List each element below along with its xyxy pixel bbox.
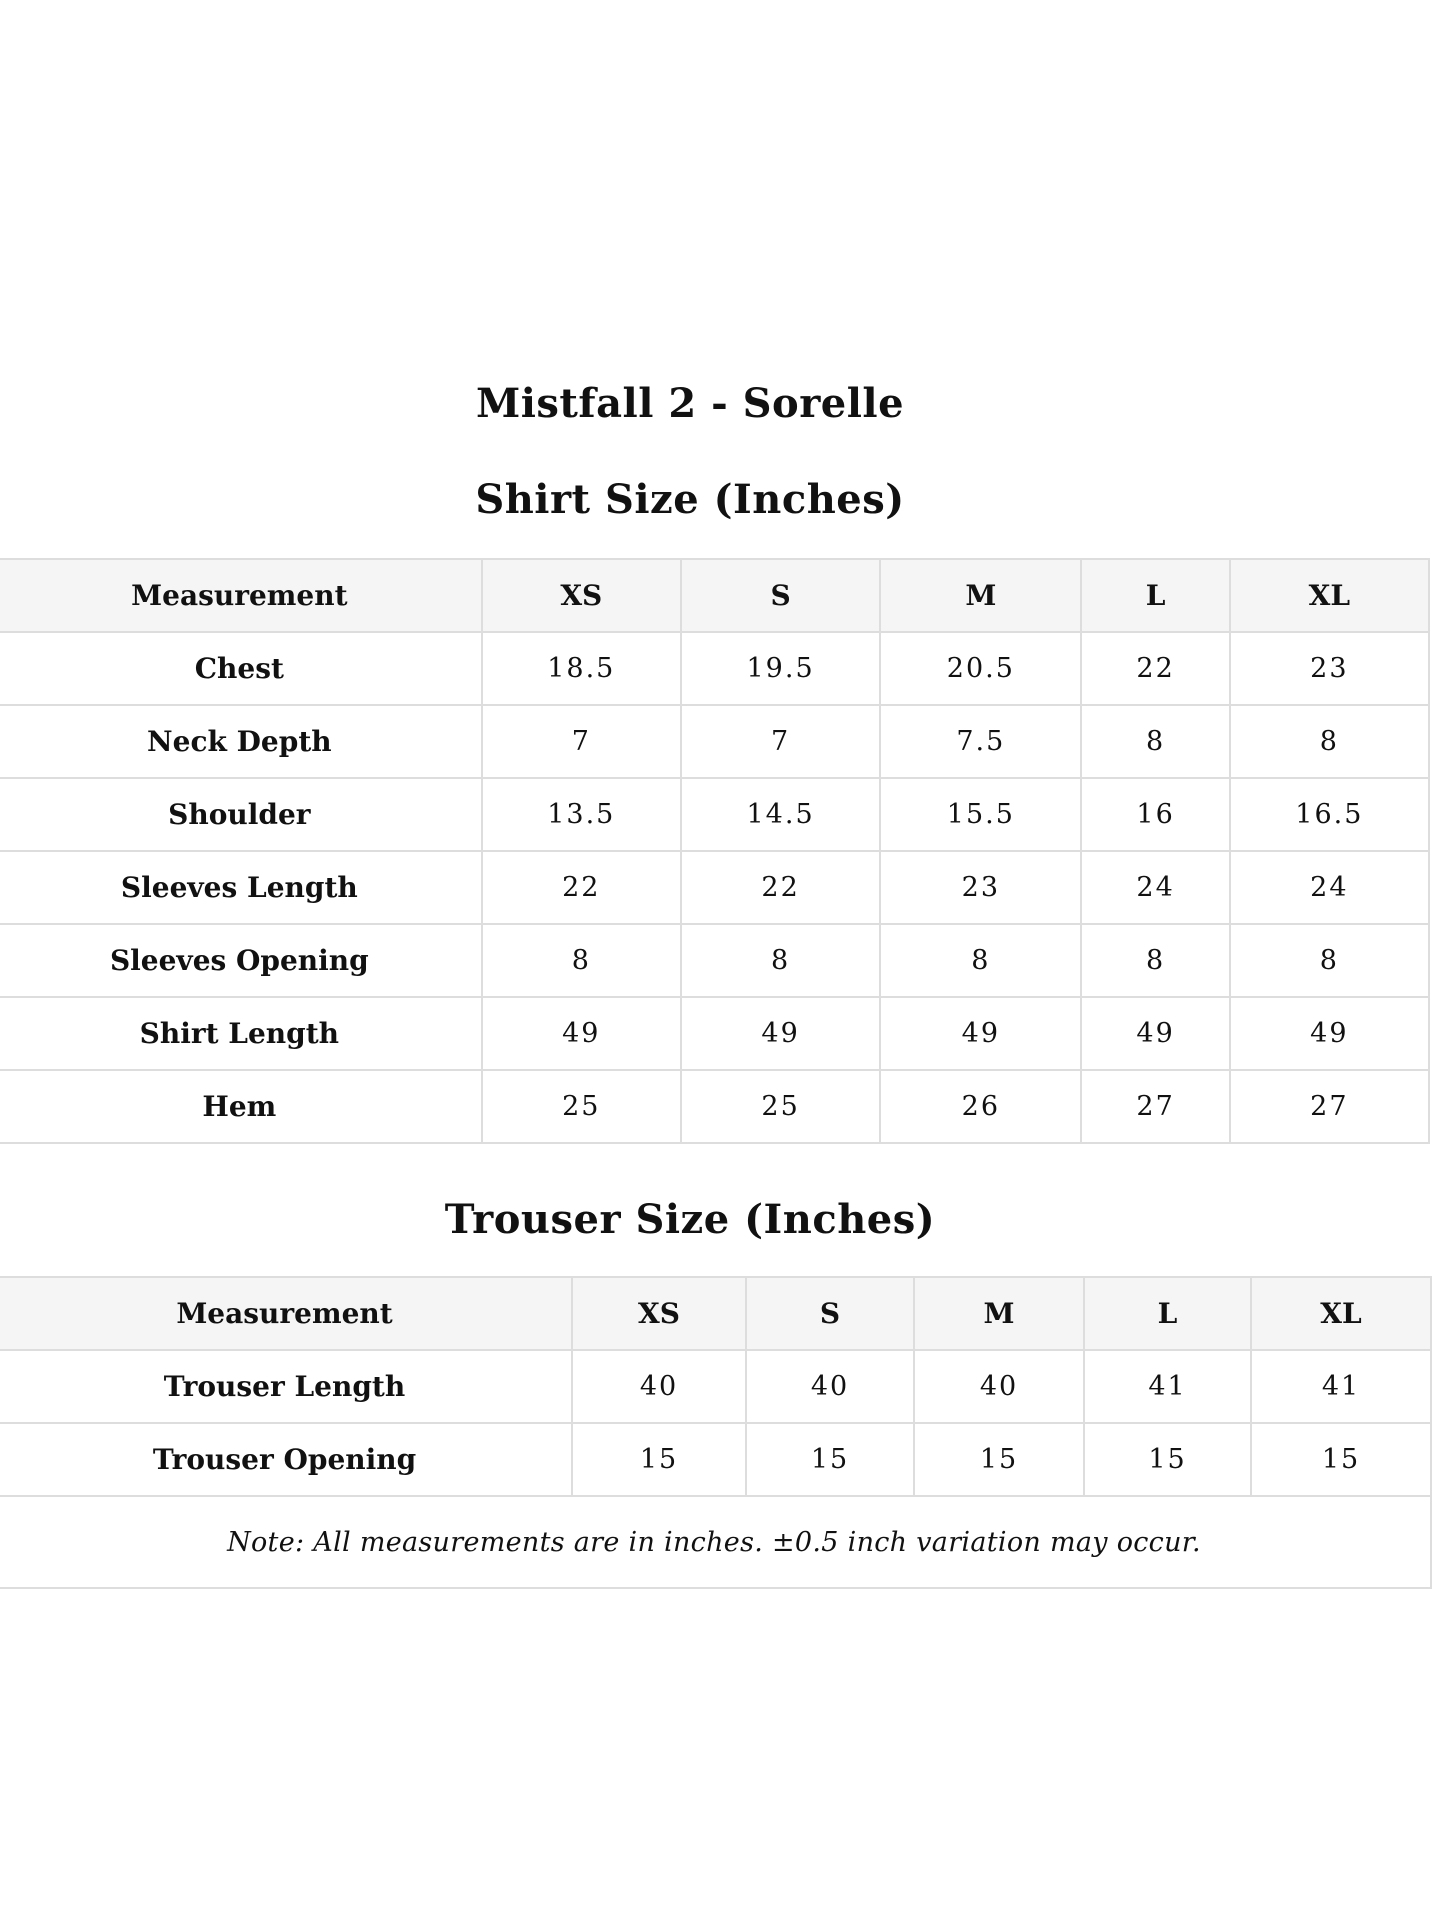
table-cell: 15 xyxy=(914,1423,1084,1496)
row-label: Sleeves Opening xyxy=(0,924,482,997)
table-cell: 25 xyxy=(482,1070,681,1143)
table-cell: 24 xyxy=(1081,851,1229,924)
table-cell: 7 xyxy=(681,705,880,778)
table-cell: 7 xyxy=(482,705,681,778)
row-label: Chest xyxy=(0,632,482,705)
table-cell: 8 xyxy=(482,924,681,997)
table-cell: 15.5 xyxy=(880,778,1081,851)
column-header: L xyxy=(1081,559,1229,632)
table-cell: 16.5 xyxy=(1230,778,1429,851)
row-label: Shoulder xyxy=(0,778,482,851)
table-cell: 27 xyxy=(1081,1070,1229,1143)
table-cell: 41 xyxy=(1084,1350,1251,1423)
table-cell: 26 xyxy=(880,1070,1081,1143)
table-header-row xyxy=(0,559,1429,632)
column-header: XL xyxy=(1251,1277,1431,1350)
table-cell: 7.5 xyxy=(880,705,1081,778)
table-cell: 16 xyxy=(1081,778,1229,851)
table-row xyxy=(0,1350,1431,1423)
table-cell: 18.5 xyxy=(482,632,681,705)
table-cell: 15 xyxy=(1251,1423,1431,1496)
table-cell: 49 xyxy=(1230,997,1429,1070)
column-header: M xyxy=(914,1277,1084,1350)
column-header: XL xyxy=(1230,559,1429,632)
table-cell: 40 xyxy=(572,1350,746,1423)
note-row xyxy=(0,1496,1431,1588)
table-cell: 8 xyxy=(1230,924,1429,997)
table-row xyxy=(0,997,1429,1070)
column-header: XS xyxy=(482,559,681,632)
table-cell: 8 xyxy=(1081,705,1229,778)
table-cell: 49 xyxy=(681,997,880,1070)
column-header: S xyxy=(746,1277,914,1350)
table-row xyxy=(0,1070,1429,1143)
table-cell: 8 xyxy=(681,924,880,997)
table-cell: 40 xyxy=(746,1350,914,1423)
table-cell: 49 xyxy=(880,997,1081,1070)
table-cell: 23 xyxy=(1230,632,1429,705)
page-title: Mistfall 2 - Sorelle xyxy=(475,380,905,427)
table-cell: 8 xyxy=(1081,924,1229,997)
row-label: Trouser Length xyxy=(0,1350,572,1423)
row-label: Neck Depth xyxy=(0,705,482,778)
table-cell: 8 xyxy=(1230,705,1429,778)
table-cell: 13.5 xyxy=(482,778,681,851)
table-cell: 22 xyxy=(1081,632,1229,705)
table-cell: 14.5 xyxy=(681,778,880,851)
table-row xyxy=(0,778,1429,851)
table-cell: 8 xyxy=(880,924,1081,997)
table-cell: 41 xyxy=(1251,1350,1431,1423)
table-cell: 25 xyxy=(681,1070,880,1143)
shirt-size-table xyxy=(0,558,1430,1144)
column-header: XS xyxy=(572,1277,746,1350)
column-header: M xyxy=(880,559,1081,632)
table-header-row xyxy=(0,1277,1431,1350)
table-row xyxy=(0,632,1429,705)
column-header: S xyxy=(681,559,880,632)
table-cell: 40 xyxy=(914,1350,1084,1423)
table-cell: 20.5 xyxy=(880,632,1081,705)
table-cell: 19.5 xyxy=(681,632,880,705)
row-label: Sleeves Length xyxy=(0,851,482,924)
column-header: Measurement xyxy=(0,559,482,632)
table-row xyxy=(0,705,1429,778)
table-row xyxy=(0,924,1429,997)
table-row xyxy=(0,1423,1431,1496)
table-cell: 23 xyxy=(880,851,1081,924)
table-cell: 22 xyxy=(482,851,681,924)
table-cell: 27 xyxy=(1230,1070,1429,1143)
trouser-size-heading: Trouser Size (Inches) xyxy=(444,1196,936,1243)
table-cell: 24 xyxy=(1230,851,1429,924)
measurement-note: Note: All measurements are in inches. ±0.5 inch variation may occur. xyxy=(0,1496,1431,1588)
shirt-size-heading: Shirt Size (Inches) xyxy=(475,476,905,523)
table-cell: 49 xyxy=(482,997,681,1070)
table-cell: 49 xyxy=(1081,997,1229,1070)
column-header: Measurement xyxy=(0,1277,572,1350)
table-cell: 15 xyxy=(572,1423,746,1496)
row-label: Trouser Opening xyxy=(0,1423,572,1496)
table-row xyxy=(0,851,1429,924)
row-label: Hem xyxy=(0,1070,482,1143)
table-cell: 15 xyxy=(1084,1423,1251,1496)
table-cell: 15 xyxy=(746,1423,914,1496)
table-cell: 22 xyxy=(681,851,880,924)
column-header: L xyxy=(1084,1277,1251,1350)
row-label: Shirt Length xyxy=(0,997,482,1070)
trouser-size-table xyxy=(0,1276,1432,1589)
